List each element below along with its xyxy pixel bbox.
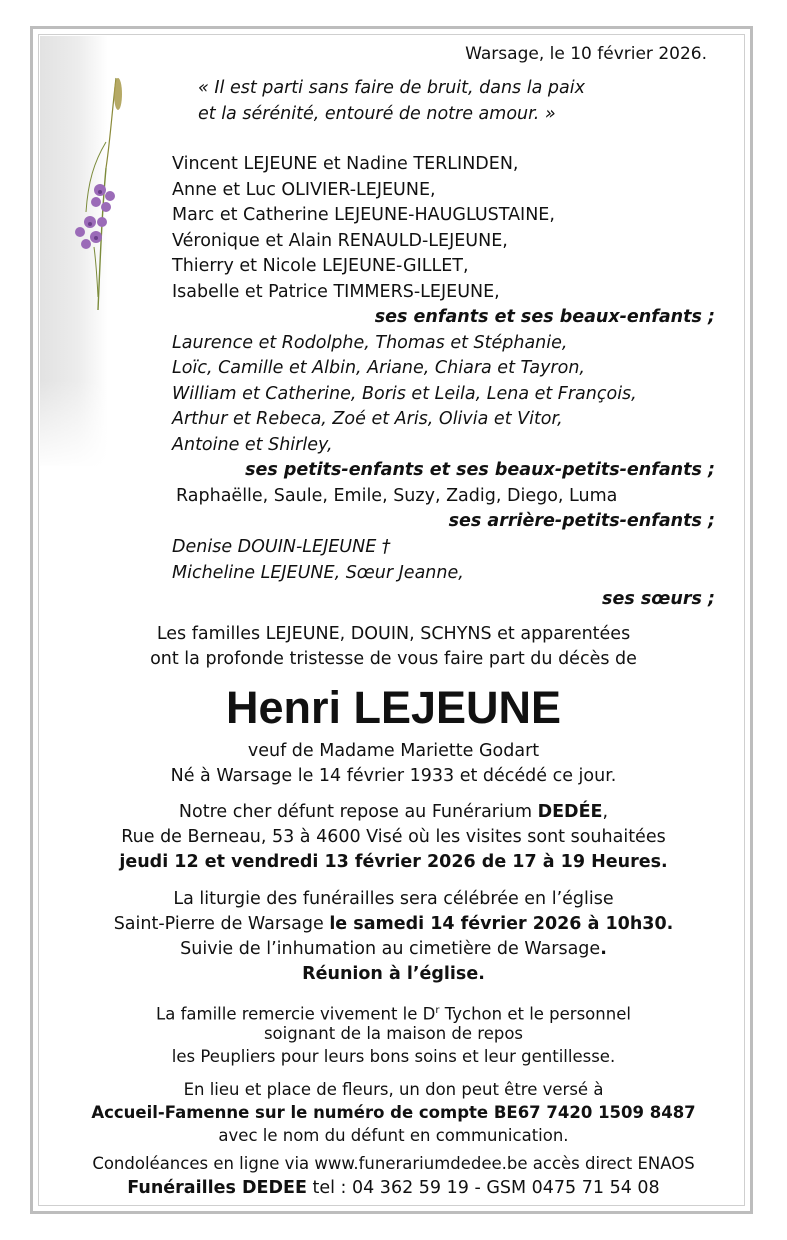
violet-flower-illustration — [66, 72, 136, 312]
child-name: Thierry et Nicole LEJEUNE-GILLET, — [172, 256, 469, 276]
sisters-label: ses sœurs ; — [602, 589, 715, 609]
condolences-line: Condoléances en ligne via www.funerariumdedee.be accès direct ENAOS — [92, 1154, 695, 1173]
grandchild-names: Antoine et Shirley, — [172, 435, 333, 455]
quote-line-1: « Il est parti sans faire de bruit, dans la paix — [198, 78, 585, 98]
sister-name: Micheline LEJEUNE, Sœur Jeanne, — [172, 563, 464, 583]
child-name: Anne et Luc OLIVIER-LEJEUNE, — [172, 180, 436, 200]
announcement-line-1: Les familles LEJEUNE, DOUIN, SCHYNS et apparentées — [156, 624, 631, 644]
funeral-home-contact: Funérailles DEDEE tel : 04 362 59 19 - GSM 0475 71 54 08 — [127, 1178, 660, 1198]
grandchild-names: William et Catherine, Boris et Leila, Lena et François, — [172, 384, 637, 404]
visitation-line-2: Rue de Berneau, 53 à 4600 Visé où les visites sont souhaitées — [121, 827, 666, 847]
sister-name: Denise DOUIN-LEJEUNE † — [172, 537, 391, 557]
announcement-line-2: ont la profonde tristesse de vous faire part du décès de — [150, 649, 637, 669]
donation-line-1: En lieu et place de fleurs, un don peut être versé à — [183, 1080, 604, 1099]
visitation-schedule: jeudi 12 et vendredi 13 février 2026 de 17 à 19 Heures. — [119, 852, 668, 872]
funeral-line-3: Suivie de l’inhumation au cimetière de Warsage. — [180, 939, 607, 959]
thanks-line-2: soignant de la maison de repos — [263, 1024, 524, 1043]
thanks-line-1: La famille remercie vivement le $D^r$ Tychon et le personnel — [156, 1004, 631, 1024]
child-name: Isabelle et Patrice TIMMERS-LEJEUNE, — [172, 282, 500, 302]
quote-line-2: et la sérénité, entouré de notre amour. » — [198, 104, 556, 124]
visitation-line-1: Notre cher défunt repose au Funérarium DEDÉE, — [178, 802, 609, 822]
child-name: Véronique et Alain RENAULD-LEJEUNE, — [172, 231, 508, 251]
birth-death-line: Né à Warsage le 14 février 1933 et décédé ce jour. — [170, 766, 617, 786]
child-name: Vincent LEJEUNE et Nadine TERLINDEN, — [172, 154, 519, 174]
donation-account: Accueil-Famenne sur le numéro de compte BE67 7420 1509 8487 — [91, 1103, 696, 1122]
child-name: Marc et Catherine LEJEUNE-HAUGLUSTAINE, — [172, 205, 555, 225]
deceased-name: Henri LEJEUNE — [225, 682, 562, 733]
decorative-shade-fade — [40, 380, 108, 470]
donation-line-3: avec le nom du défunt en communication. — [218, 1126, 569, 1145]
great-grandchildren-label: ses arrière-petits-enfants ; — [448, 511, 715, 531]
place-date: Warsage, le 10 février 2026. — [465, 44, 707, 64]
funeral-meeting: Réunion à l’église. — [302, 964, 485, 984]
widower-line: veuf de Madame Mariette Godart — [247, 741, 540, 761]
grandchildren-label: ses petits-enfants et ses beaux-petits-enfants ; — [245, 460, 715, 480]
funeral-line-2: Saint-Pierre de Warsage le samedi 14 février 2026 à 10h30. — [113, 914, 674, 934]
great-grandchild-names: Raphaëlle, Saule, Emile, Suzy, Zadig, Diego, Luma — [176, 486, 618, 506]
children-label: ses enfants et ses beaux-enfants ; — [374, 307, 715, 327]
grandchild-names: Arthur et Rebeca, Zoé et Aris, Olivia et Vitor, — [172, 409, 563, 429]
thanks-line-3: les Peupliers pour leurs bons soins et leur gentillesse. — [171, 1047, 616, 1066]
grandchild-names: Laurence et Rodolphe, Thomas et Stéphanie, — [172, 333, 568, 353]
funeral-line-1: La liturgie des funérailles sera célébrée en l’église — [173, 889, 614, 909]
grandchild-names: Loïc, Camille et Albin, Ariane, Chiara et Tayron, — [172, 358, 585, 378]
